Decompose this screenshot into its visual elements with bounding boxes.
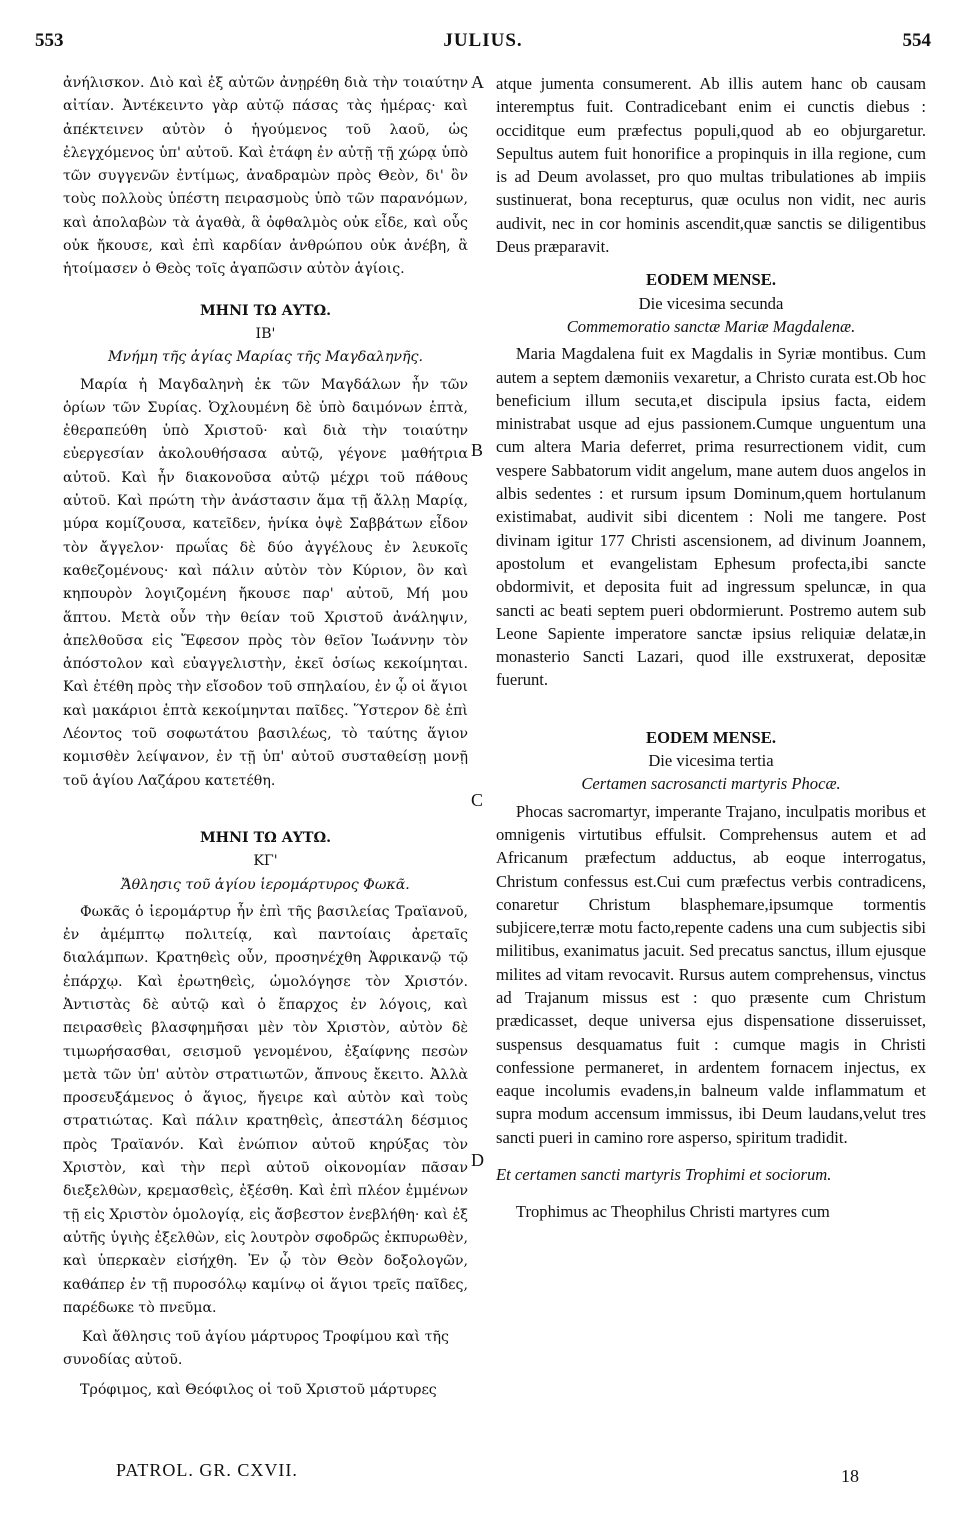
- latin-paragraph-2: Maria Magdalena fuit ex Magdalis in Syriæ montibus. Cum autem a septem dæmoniis vexaretur, a Christo curata est.Ob hoc beneficium illum secuta,et discipula ipsius facta, eidem ministrabat usque ad ejus passionem.Cumque unguentum una cum altera Maria deferret, prima resurrectionem vidit, cum vespere Sabbatorum vidit angelum, mane autem duos angelos in albis sedentes : et rursum ipsum Dominum,quem hortulanum existimabat, audivit sibi dicentem : Noli me tangere. Post divinam igitur 177 Christi ascensionem, ad divinum Joannem, apostolum et evangelistam Ephesum profecta,ibi sancte obdormivit, et deposita fuit ad ingressum speluncæ, in qua sancti ac beati septem pueri obdormierunt. Postremo autem sub Leone Sapiente imperatore sanctæ ipsius reliquiæ delatæ,in monasterio Sancti Lazari, quod ille exstruxerat, depositæ fuerunt.: [496, 344, 926, 690]
- margin-marker-c: C: [471, 790, 484, 810]
- greek-heading-title-1: Μνήμη τῆς ἁγίας Μαρίας τῆς Μαγδαληνῆς.: [108, 349, 423, 366]
- latin-paragraph-1: atque jumenta consumerent. Ab illis autem hanc ob causam interemptus fuit. Contradicebant enim ei cunctis diebus : occiditque eum præfectus populi,quod ab eo objurgaretur. Sepultus autem fuit honorifice a propinquis in illa regione, cum is ad Deum avolasset, pro quo multas tribulationes ab impiis sustinuerat, bona recepturus, quæ oculus non vidit, nec auris audivit, nec in cor hominis ascendit,quæ sanctis se diligentibus Deus præparavit.: [496, 74, 926, 257]
- latin-heading-title-2: Certamen sacrosancti martyris Phocæ.: [581, 774, 841, 794]
- right-page-number: 554: [902, 30, 931, 51]
- latin-heading-day-2: Die vicesima tertia: [648, 751, 774, 771]
- margin-marker-b: B: [471, 440, 484, 460]
- greek-paragraph-4: Καὶ ἄθλησις τοῦ ἁγίου μάρτυρος Τροφίμου καὶ τῆς συνοδίας αὐτοῦ.: [63, 1329, 449, 1369]
- latin-paragraph-5: Trophimus ac Theophilus Christi martyres cum: [515, 1202, 830, 1222]
- margin-marker-d: D: [471, 1150, 484, 1170]
- margin-marker-a: A: [471, 72, 484, 92]
- greek-heading-month-2: ΜΗΝΙ ΤΩ ΑΥΤΩ.: [199, 829, 332, 846]
- greek-paragraph-5: Τρόφιμος, καὶ Θεόφιλος οἱ τοῦ Χριστοῦ μάρτυρες: [80, 1381, 437, 1398]
- greek-paragraph-1: ἀνήλισκον. Διὸ καὶ ἐξ αὐτῶν ἀνῃρέθη διὰ τὴν τοιαύτην αἰτίαν. Ἀντέκειντο γὰρ αὐτῷ πάσας τὰς ἡμέρας· καὶ ἀπέκτεινεν αὐτὸν ὁ ἡγούμενος τοῦ λαοῦ, ὡς ἐλεγχόμενος ὑπ' αὐτοῦ. Καὶ ἐτάφη ἐν αὐτῇ τῇ χώρᾳ ὑπὸ τῶν συγγενῶν ἐντίμως, ἀναδραμὼν πρὸς Θεὸν, δι' ὃν τοὺς πολλοὺς ὑπέστη πειρασμοὺς ὑπὸ τῶν παρανόμων, καὶ ἀπολαβὼν τὰ ἀγαθὰ, ἃ ὀφθαλμὸς οὐκ εἶδε, καὶ οὖς οὐκ ἤκουσε, καὶ ἐπὶ καρδίαν ἀνθρώπου οὐκ ἀνέβη, ἃ ἡτοίμασεν ὁ Θεὸς τοῖς ἀγαπῶσιν αὐτὸν ἁγίοις.: [63, 75, 468, 278]
- latin-heading-month-1: EODEM MENSE.: [646, 270, 776, 290]
- left-page-number: 553: [35, 30, 64, 51]
- latin-paragraph-4: Et certamen sancti martyris Trophimi et sociorum.: [496, 1165, 832, 1185]
- greek-heading-month-1: ΜΗΝΙ ΤΩ ΑΥΤΩ.: [199, 302, 332, 319]
- greek-column: [63, 72, 468, 1402]
- page-header: [35, 30, 931, 60]
- latin-column: [496, 72, 926, 1224]
- greek-heading-title-2: Ἄθλησις τοῦ ἁγίου ἱερομάρτυρος Φωκᾶ.: [121, 876, 410, 893]
- latin-paragraph-3: Phocas sacromartyr, imperante Trajano, inculpatis moribus et omnigenis virtutibus effulsit. Comprehensus autem et ad Africanum præfectum adductus, ab eoque interrogatus, Christum confessus est.Cui cum præfectus verbis contradicens, conaretur Christum blasphemare,ipsumque tormentis subjicere,terræ motu facto,repente cadens una cum subjectis sibi militibus, exanimatus jacuit. Sed precatus sanctus, illum ejusque milites ad vitam revocavit. Rursus autem comprehensus, vinctus ad Trajanum missus est : quo præsente cum Christum prædicasset, deque universa ejus dispensatione disseruisset, suspensus desquamatus fuit : cumque magis in Christi confessione permaneret, in ardentem fornacem injectus, ex eaque incolumis evadens,in balneum valde inflammatum et supra modum accensum immissus, ibi Deum laudans,velut tres sancti pueri in camino rore asperso, spiritum tradidit.: [496, 801, 926, 1147]
- latin-heading-title-1: Commemoratio sanctæ Mariæ Magdalenæ.: [566, 316, 856, 336]
- greek-paragraph-3: Φωκᾶς ὁ ἱερομάρτυρ ἦν ἐπὶ τῆς βασιλείας Τραϊανοῦ, ἐν ἀμέμπτῳ πολιτείᾳ, καὶ παντοίαις ἀρεταῖς διαλάμπων. Κρατηθεὶς οὖν, προσηνέχθη Ἀφρικανῷ τῷ ἐπάρχῳ. Καὶ ἐρωτηθεὶς, ὡμολόγησε τὸν Χριστόν. Ἀντιστὰς δὲ αὐτῷ καὶ ὁ ἔπαρχος ἐν λόγοις, καὶ πειρασθεὶς βλασφημῆσαι μὲν τὸν Χριστὸν, αὐτὸν δὲ τιμωρήσασθαι, σεισμοῦ γενομένου, ἐξαίφνης πεσὼν μετὰ τῶν ὑπ' αὐτὸν στρατιωτῶν, ἄπνους ἔκειτο. Ἀλλὰ προσευξάμενος ὁ ἅγιος, ἤγειρε καὶ αὐτὸν καὶ τοὺς στρατιώτας. Καὶ πάλιν κρατηθεὶς, ἀπεστάλη δέσμιος πρὸς Τραϊανόν. Καὶ ἐνώπιον αὐτοῦ κηρύξας τὸν Χριστὸν, καὶ τὴν περὶ αὐτοῦ οἰκονομίαν πᾶσαν διεξελθὼν, κρεμασθεὶς, ἐξέσθη. Καὶ ἐπὶ πλέον ἐμμένων τῇ εἰς Χριστὸν ὁμολογίᾳ, εἰς ἄσβεστον ἐνεβλήθη· καὶ ἐξ αὐτῆς ὑγιὴς ἐξελθὼν, εἰς λουτρὸν σφοδρῶς ἐκπυρωθὲν, καὶ ὑπερκαὲν εἰσήχθη. Ἐν ᾧ τὸν Θεὸν δοξολογῶν, καθάπερ ἐν τῇ πυροσόλῳ καμίνῳ οἱ ἅγιοι τρεῖς παῖδες, παρέδωκε τὸ πνεῦμα.: [63, 903, 468, 1316]
- greek-heading-day-1: ΙΒ': [255, 325, 276, 342]
- latin-heading-month-2: EODEM MENSE.: [646, 727, 776, 747]
- signature-number: 18: [841, 1466, 859, 1486]
- greek-heading-day-2: ΚΓ': [253, 853, 278, 870]
- running-title: JULIUS.: [443, 30, 523, 51]
- greek-paragraph-2: Μαρία ἡ Μαγδαληνὴ ἐκ τῶν Μαγδάλων ἦν τῶν ὁρίων τῶν Συρίας. Ὀχλουμένη δὲ ὑπὸ δαιμόνων ἑπτὰ, ἐθεραπεύθη ὑπὸ Χριστοῦ· καὶ διὰ τὴν τοιαύτην εὐεργεσίαν ἀκολουθήσασα αὐτῷ, γέγονε μαθήτρια αὐτοῦ. Καὶ ἦν διακονοῦσα αὐτῷ μέχρι τοῦ πάθους αὐτοῦ. Καὶ πρώτη τὴν ἀνάστασιν ἅμα τῇ ἄλλῃ Μαρίᾳ, μύρα κομίζουσα, κατεῖδεν, ἡνίκα ὀψὲ Σαββάτων εἶδον τὸν ἄγγελον· πρωΐας δὲ δύο ἀγγέλους ἐν λευκοῖς καθεζομένους· καὶ πάλιν αὐτὸν τὸν Κύριον, ὃν καὶ κηπουρὸν λογιζομένη ἤκουσε παρ' αὐτοῦ, Μή μου ἅπτου. Μετὰ οὖν τὴν θείαν τοῦ Χριστοῦ ἀνάληψιν, ἀπελθοῦσα εἰς Ἔφεσον πρὸς τὸν θεῖον Ἰωάννην τὸν ἀπόστολον καὶ εὐαγγελιστὴν, ἐκεῖ ὁσίως κεκοίμηται. Καὶ ἐτέθη πρὸς τὴν εἴσοδον τοῦ σπηλαίου, ἐν ᾧ οἱ ἅγιοι καὶ μακάριοι ἑπτὰ κεκοίμηνται παῖδες. Ὕστερον δὲ ἐπὶ Λέοντος τοῦ σοφωτάτου βασιλέως, τὸ ταύτης ἅγιον κομισθὲν λείψανον, ἐν τῇ ὑπ' αὐτοῦ συσταθείσῃ μονῇ τοῦ ἁγίου Λαζάρου κατετέθη.: [63, 376, 468, 789]
- latin-heading-day-1: Die vicesima secunda: [638, 293, 784, 313]
- patrologia-volume-footer: PATROL. GR. CXVII.: [116, 1460, 298, 1480]
